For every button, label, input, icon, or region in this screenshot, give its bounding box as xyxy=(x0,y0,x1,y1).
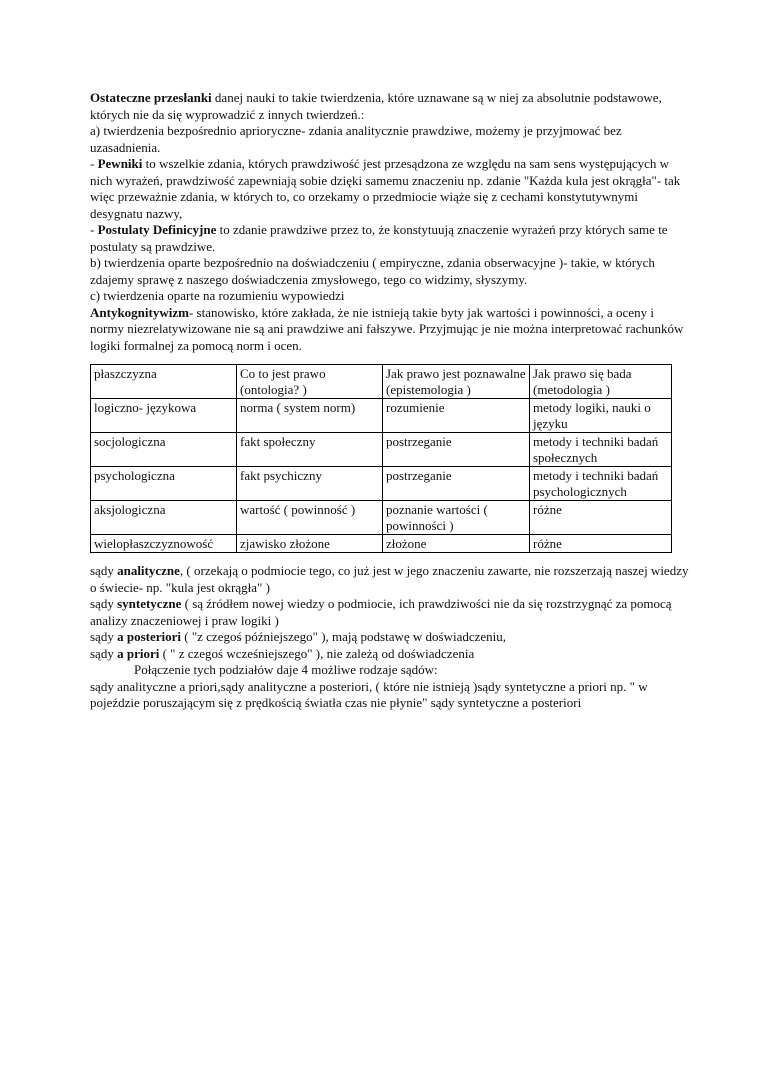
paragraph-postulaty: - Postulaty Definicyjne to zdanie prawdziwe przez to, że konstytuują znaczenie wyrażeń przy których same te postulaty są prawdziwe. xyxy=(90,222,668,254)
paragraph-a: a) twierdzenia bezpośrednio aprioryczne- zdania analitycznie prawdziwe, możemy je przyjmować bez uzasadnienia. xyxy=(90,123,622,155)
paragraph-c: c) twierdzenia oparte na rozumieniu wypowiedzi xyxy=(90,288,345,303)
paragraph-sady-a-priori: sądy a priori ( " z czegoś wcześniejszego" ), nie zależą od doświadczenia xyxy=(90,645,475,661)
table-cell: metody logiki, nauki o języku xyxy=(530,399,672,433)
term-ostateczne-przeslanki: Ostateczne przesłanki xyxy=(90,90,212,105)
law-planes-table xyxy=(90,364,672,553)
header-cell: Jak prawo się bada (metodologia ) xyxy=(530,365,672,399)
term-syntetyczne: syntetyczne xyxy=(117,596,182,611)
table-cell: fakt społeczny xyxy=(237,433,383,467)
table-cell: zjawisko złożone xyxy=(237,535,383,553)
paragraph-sady-syntetyczne: sądy syntetyczne ( są źródłem nowej wiedzy o podmiocie, ich prawdziwości nie da się rozstrzygnąć za pomocą analizy znaczeniowej i praw logiki ) xyxy=(90,596,672,628)
table-row xyxy=(91,535,672,553)
paragraph-b: b) twierdzenia oparte bezpośrednio na doświadczeniu ( empiryczne, zdania obserwacyjne )- takie, w których zdajemy sprawę z naszego doświadczenia zmysłowego, tego co widzimy, słyszymy. xyxy=(90,255,655,287)
table-cell: metody i techniki badań psychologicznych xyxy=(530,467,672,501)
table-cell: postrzeganie xyxy=(383,467,530,501)
table-cell: psychologiczna xyxy=(91,467,237,501)
table-cell: fakt psychiczny xyxy=(237,467,383,501)
document-page xyxy=(90,90,690,712)
table-cell: złożone xyxy=(383,535,530,553)
table-cell: wielopłaszczyznowość xyxy=(91,535,237,553)
table-row xyxy=(91,467,672,501)
term-a-priori: a priori xyxy=(117,645,160,661)
table-cell: metody i techniki badań społecznych xyxy=(530,433,672,467)
header-cell: Co to jest prawo (ontologia? ) xyxy=(237,365,383,399)
paragraph-antykognitywizm: Antykognitywizm- stanowisko, które zakłada, że nie istnieją takie byty jak wartości i powinności, a oceny i normy niezrelatywizowane nie są ani prawdziwe ani fałszywe. Przyjmując je nie można interpretować rachunków logiki formalnej za pomocą norm i ocen. xyxy=(90,304,684,353)
header-cell: płaszczyzna xyxy=(91,365,237,399)
table-row xyxy=(91,433,672,467)
paragraph-sady-a-posteriori: sądy a posteriori ( "z czegoś późniejszego" ), mają podstawę w doświadczeniu, xyxy=(90,629,507,644)
header-cell: Jak prawo jest poznawalne (epistemologia ) xyxy=(383,365,530,399)
paragraph-ostateczne-przeslanki: Ostateczne przesłanki danej nauki to takie twierdzenia, które uznawane są w niej za absolutnie podstawowe, których nie da się wyprowadzić z innych twierdzeń.: xyxy=(90,90,662,122)
paragraph-polaczenie: Połączenie tych podziałów daje 4 możliwe rodzaje sądów: xyxy=(134,662,438,677)
term-a-posteriori: a posteriori xyxy=(117,629,181,644)
table-cell: różne xyxy=(530,535,672,553)
paragraph-pewniki: - Pewniki to wszelkie zdania, których prawdziwość jest przesądzona ze względu na sam sens występujących w nich wyrażeń, prawdziwość zapewniają sobie dzięki samemu znaczeniu np. zdanie "Każda kula jest okrągła"- tak więc przeważnie zdania, w których to, co orzekamy o przedmiocie wiąże się z cechami konstytutywnymi desygnatu nazwy, xyxy=(90,156,681,221)
term-pewniki: Pewniki xyxy=(97,156,143,171)
table-header-row xyxy=(91,365,672,399)
table-cell: aksjologiczna xyxy=(91,501,237,535)
table-cell: socjologiczna xyxy=(91,433,237,467)
table-cell: poznanie wartości ( powinności ) xyxy=(383,501,530,535)
table-cell: postrzeganie xyxy=(383,433,530,467)
table-cell: logiczno- językowa xyxy=(91,399,237,433)
term-postulaty-definicyjne: Postulaty Definicyjne xyxy=(97,222,217,237)
table-cell: wartość ( powinność ) xyxy=(237,501,383,535)
term-analityczne: analityczne xyxy=(117,563,180,578)
table-cell: różne xyxy=(530,501,672,535)
table-row xyxy=(91,501,672,535)
paragraph-rodzaje-sadow: sądy analityczne a priori,sądy analityczne a posteriori, ( które nie istnieją )sądy syntetyczne a priori np. " w pojeździe poruszającym się z prędkością światła czas nie płynie" sądy syntetyczne a posteriori xyxy=(90,678,648,710)
table-cell: rozumienie xyxy=(383,399,530,433)
paragraph-sady-analityczne: sądy analityczne, ( orzekają o podmiocie tego, co już jest w jego znaczeniu zawarte, nie rozszerzają naszej wiedzy o świecie- np. "kula jest okrągła" ) xyxy=(90,563,689,595)
term-antykognitywizm: Antykognitywizm xyxy=(90,304,189,320)
table-cell: norma ( system norm) xyxy=(237,399,383,433)
table-row xyxy=(91,399,672,433)
